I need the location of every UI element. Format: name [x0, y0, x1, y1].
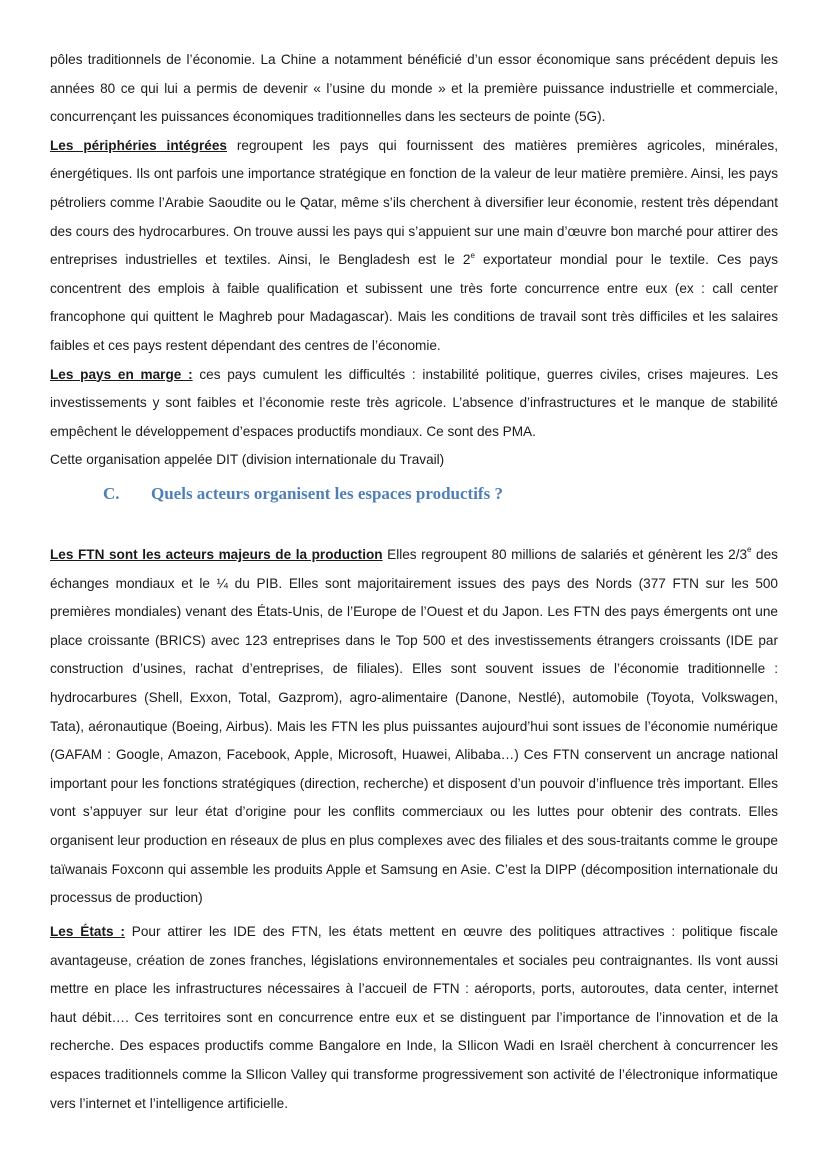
paragraph-margin-countries	[50, 361, 778, 447]
text-block-periphery	[50, 46, 778, 475]
text-integrated-peripheries-a: regroupent les pays qui fournissent des matières premières agricoles, minérales, énergétiques. Ils ont parfois une importance stratégique en fonction de la valeur de leur matière première. Ainsi, les pays pétroliers comme l’Arabie Saoudite ou le Qatar, même s’ils cherchent à diversifier leur économie, restent très dépendant des cours des hydrocarbures. On trouve aussi les pays qui s’appuient sur une main d’œuvre bon marché pour attirer des entreprises industrielles et textiles. Ainsi, le Bengladesh est le 2	[50, 137, 778, 268]
section-heading	[103, 484, 503, 504]
paragraph-integrated-peripheries	[50, 132, 778, 361]
paragraph-intro: pôles traditionnels de l’économie. La Chine a notamment bénéficié d’un essor économique sans précédent depuis les années 80 ce qui lui a permis de devenir « l’usine du monde » et la première puissance industrielle et commerciale, concurrençant les puissances économiques traditionnelles dans les secteurs de pointe (5G).	[50, 52, 778, 125]
section-number: C.	[103, 484, 120, 503]
label-margin-countries: Les pays en marge :	[50, 366, 193, 382]
text-ftn-a: Elles regroupent 80 millions de salariés et génèrent les 2/3	[382, 547, 748, 562]
text-ftn-b: des échanges mondiaux et le ¼ du PIB. Elles sont majoritairement issues des pays des Nords (377 FTN sur les 500 premières mondiales) venant des États-Unis, de l’Europe de l’Ouest et du Japon. Les FTN des pays émergents ont une place croissante (BRICS) avec 123 entreprises dans le Top 500 et des investissements étrangers croissants (IDE par construction d’usines, rachat d’entreprises, de filiales). Elles sont souvent issues de l’économie traditionnelle : hydrocarbures (Shell, Exxon, Total, Gazprom), agro-alimentaire (Danone, Nestlé), automobile (Toyota, Volkswagen, Tata), aéronautique (Boeing, Airbus). Mais les FTN les plus puissantes aujourd’hui sont issues de l’économie numérique (GAFAM : Google, Amazon, Facebook, Apple, Microsoft, Huawei, Alibaba…) Ces FTN conservent un ancrage national important pour les fonctions stratégiques (direction, recherche) et disposent d’un pouvoir d’influence très important. Elles vont s’appuyer sur leur état d’origine pour les conflits commerciaux ou les luttes pour obtenir des contrats. Elles organisent leur production en réseaux de plus en plus complexes avec des filiales et des sous-traitants comme le groupe taïwanais Foxconn qui assemble les produits Apple et Samsung en Asie. C’est la DIPP (décomposition internationale du processus de production)	[50, 547, 778, 906]
label-ftn: Les FTN sont les acteurs majeurs de la production	[50, 547, 383, 562]
label-states: Les États :	[50, 924, 125, 939]
paragraph-states	[50, 918, 778, 1118]
superscript-e-ftn: e	[747, 545, 752, 555]
section-title: Quels acteurs organisent les espaces productifs ?	[151, 484, 503, 503]
text-states: Pour attirer les IDE des FTN, les états mettent en œuvre des politiques attractives : politique fiscale avantageuse, création de zones franches, législations environnementales et sociales peu contraignantes. Ils vont aussi mettre en place les infrastructures nécessaires à l’accueil de FTN : aéroports, ports, autoroutes, data center, internet haut débit…. Ces territoires sont en concurrence entre eux et se distinguent par l’importance de l’innovation et de la recherche. Des espaces productifs comme Bangalore en Inde, la SIlicon Wadi en Israël cherchent à concurrencer les espaces traditionnels comme la SIlicon Valley qui transforme progressivement son activité de l’électronique informatique vers l’internet et l’intelligence artificielle.	[50, 924, 778, 1111]
text-margin-countries: ces pays cumulent les difficultés : instabilité politique, guerres civiles, crises majeures. Les investissements y sont faibles et l’économie reste très agricole. L’absence d’infrastructures et le manque de stabilité empêchent le développement d’espaces productifs mondiaux. Ce sont des PMA.	[50, 366, 778, 439]
paragraph-dit: Cette organisation appelée DIT (division internationale du Travail)	[50, 452, 445, 468]
superscript-e: e	[470, 250, 475, 260]
label-integrated-peripheries: Les périphéries intégrées	[50, 137, 227, 153]
paragraph-ftn	[50, 541, 778, 913]
text-integrated-peripheries-b: exportateur mondial pour le textile. Ces pays concentrent des emplois à faible qualification et subissent une très forte concurrence entre eux (ex : call center francophone qui quittent le Maghreb pour Madagascar). Mais les conditions de travail sont très difficiles et les salaires faibles et ces pays restent dépendant des centres de l’économie.	[50, 252, 778, 353]
